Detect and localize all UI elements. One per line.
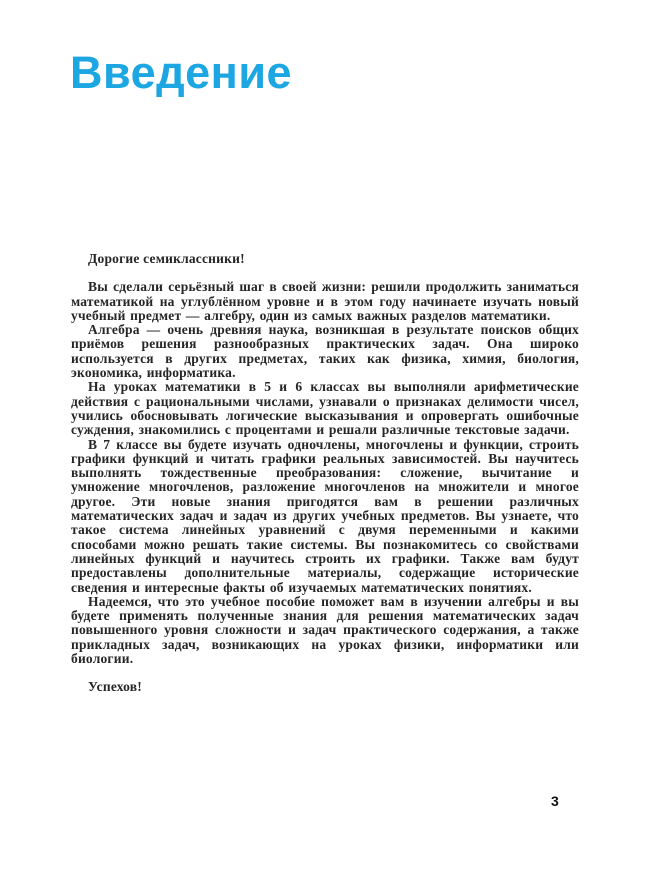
paragraph-3: На уроках математики в 5 и 6 классах вы выполняли арифметические действия с рациональными числами, узнавали о признаках делимости чисел, учились обосновывать логические высказывания и опровергать ошибочные суждения, знакомились с процентами и решали различные текстовые задачи. — [71, 379, 579, 438]
salutation: Дорогие семиклассники! — [88, 251, 245, 266]
paragraph-4: В 7 классе вы будете изучать одночлены, многочлены и функции, строить графики функций и читать графики реальных зависимостей. Вы научитесь выполнять тождественные преобразования: сложение, вычитание и умножение многочленов, разложение многочленов на множители и многое другое. Эти новые знания пригодятся вам в решении различных математических задач и задач из других учебных предметов. Вы узнаете, что такое система линейных уравнений с двумя переменными и какими способами можно решать такие системы. Вы познакомитесь со свойствами линейных функций и научитесь строить их графики. Также вам будут предоставлены дополнительные материалы, содержащие исторические сведения и интересные факты об изучаемых математических понятиях. — [71, 436, 579, 595]
closing: Успехов! — [88, 679, 142, 695]
page-title: Введение — [70, 47, 293, 98]
paragraph-2: Алгебра — очень древняя наука, возникшая в результате поисков общих приёмов решения разнообразных практических задач. Она широко используется в других предметах, таких как физика, химия, биология, экономика, информатика. — [71, 322, 579, 381]
body-text — [71, 252, 579, 695]
paragraph-5: Надеемся, что это учебное пособие поможет вам в изучении алгебры и вы будете применять полученные знания для решения математических задач повышенного уровня сложности и задач практического содержания, а также прикладных задач, возникающих на уроках физики, информатики или биологии. — [71, 593, 579, 667]
paragraph-1: Вы сделали серьёзный шаг в своей жизни: решили продолжить заниматься математикой на углублённом уровне и в этом году начинаете изучать новый учебный предмет — алгебру, один из самых важных разделов математики. — [71, 279, 579, 323]
page-number: 3 — [551, 793, 559, 809]
